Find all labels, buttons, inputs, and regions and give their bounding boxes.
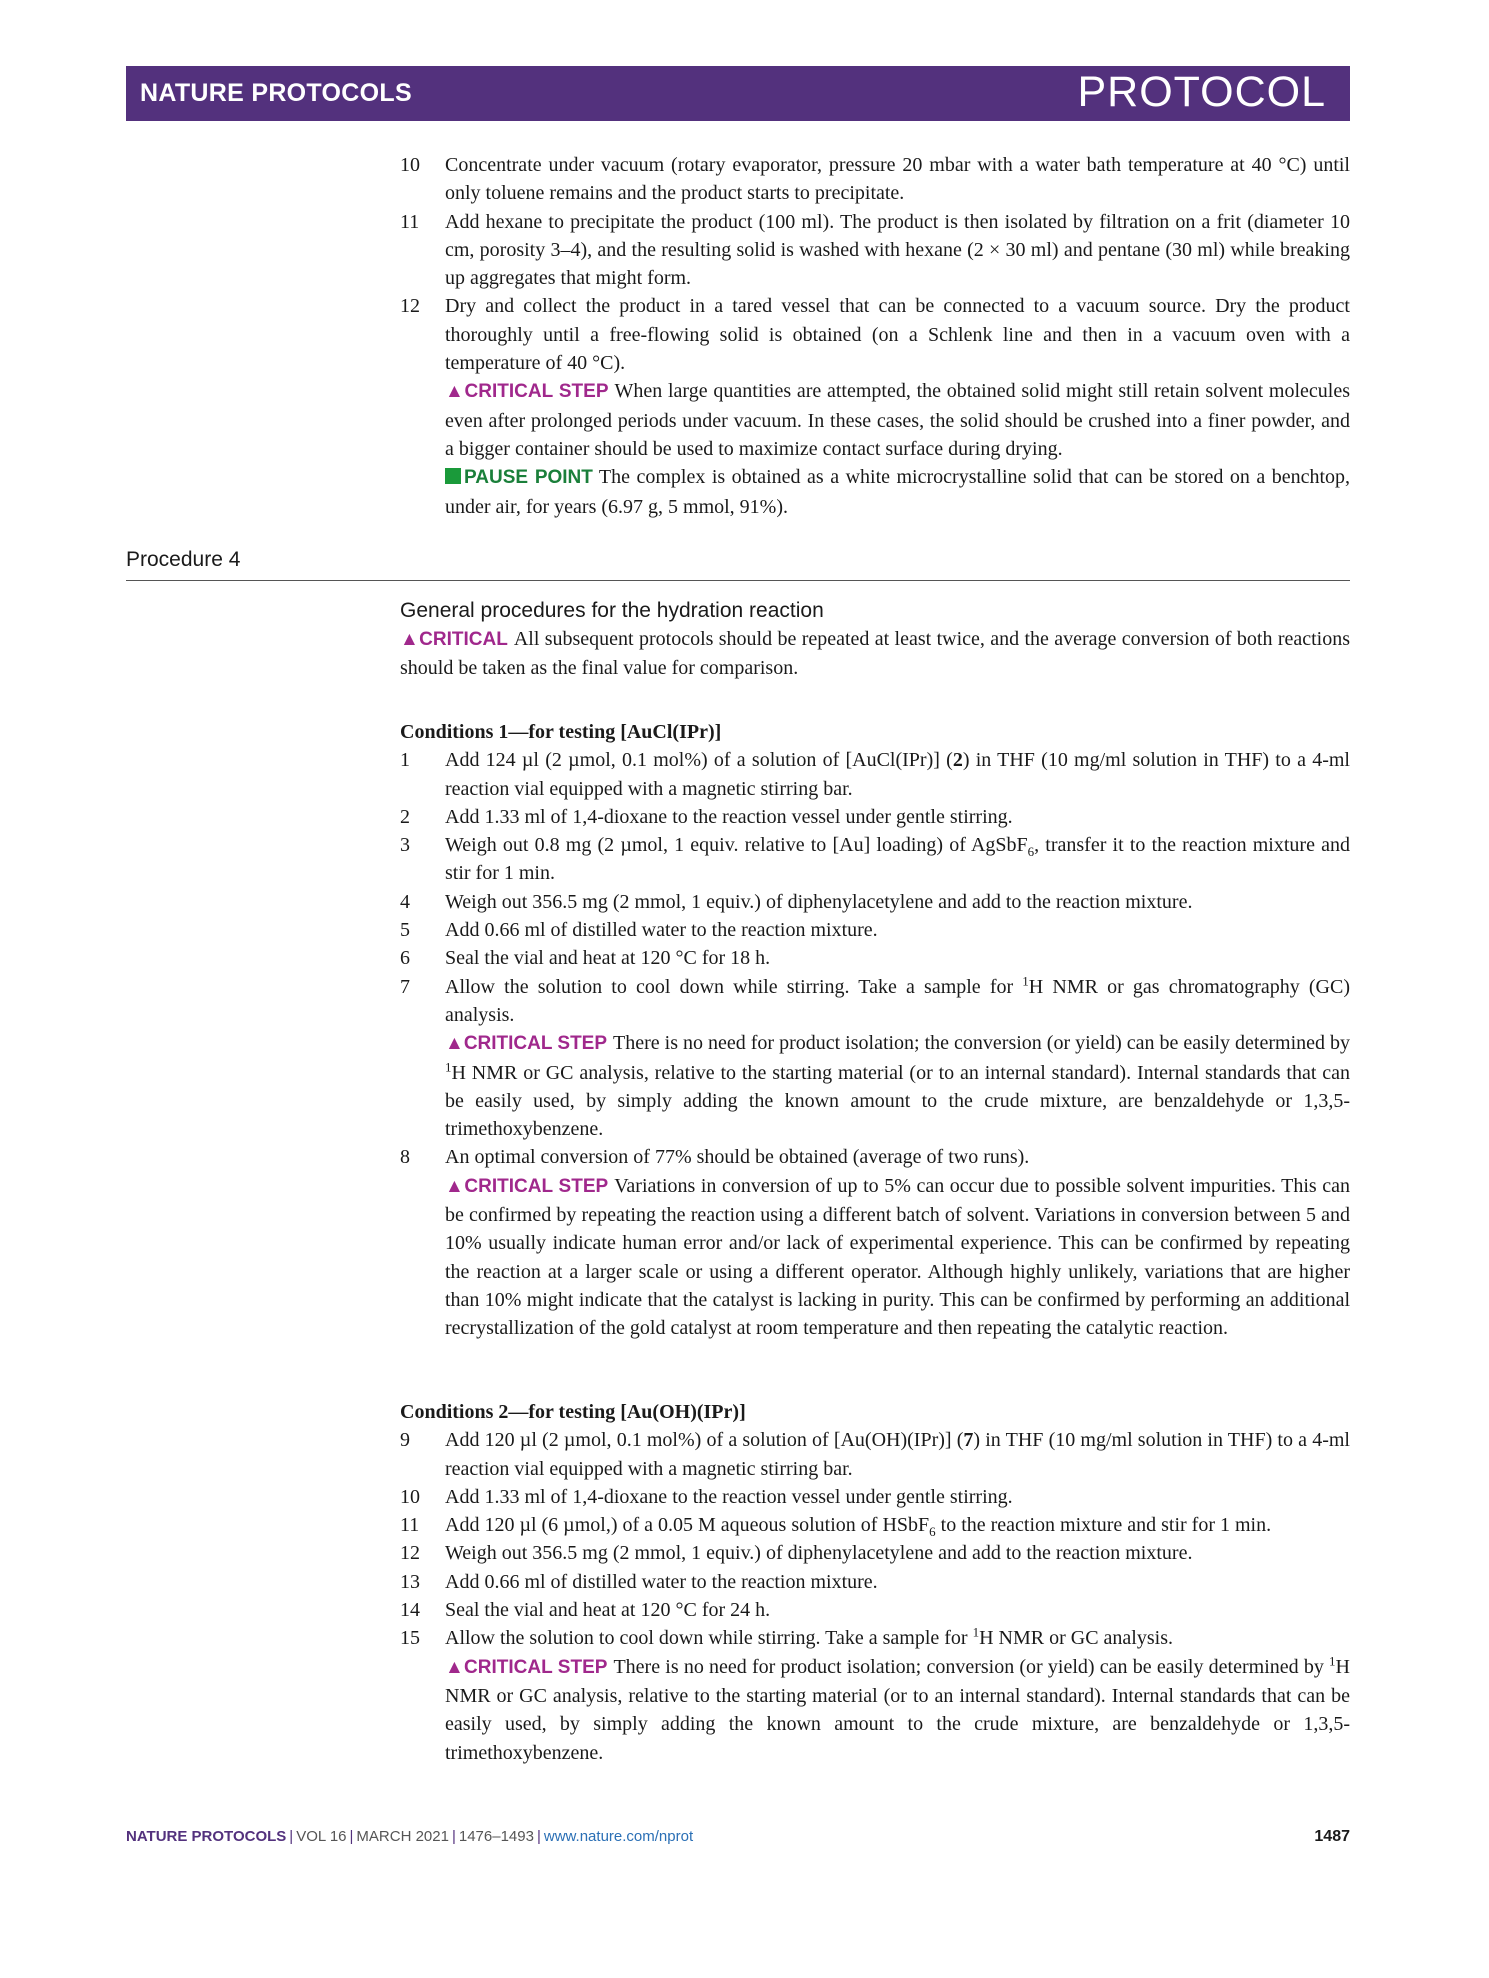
pause-point-label: PAUSE POINT bbox=[445, 467, 593, 488]
superscript: 1 bbox=[972, 1624, 980, 1640]
step-number: 9 bbox=[400, 1429, 410, 1452]
step-2 bbox=[400, 803, 1350, 831]
step-5 bbox=[400, 916, 1350, 944]
footer-separator: | bbox=[289, 1828, 294, 1845]
step-number: 11 bbox=[400, 1514, 420, 1537]
step-text: Weigh out 356.5 mg (2 mmol, 1 equiv.) of diphenylacetylene and add to the reaction mixture. bbox=[445, 890, 1193, 913]
footer-citation bbox=[126, 1828, 693, 1845]
step-7 bbox=[400, 973, 1350, 1144]
step-number: 15 bbox=[400, 1627, 420, 1650]
step-number: 4 bbox=[400, 890, 410, 913]
superscript: 1 bbox=[1329, 1653, 1336, 1669]
critical-step-text: There is no need for product isolation; conversion (or yield) can be easily determined by bbox=[613, 1655, 1330, 1678]
step-text: Weigh out 0.8 mg (2 µmol, 1 equiv. relative to [Au] loading) of AgSbF bbox=[445, 834, 1028, 857]
step-number: 11 bbox=[400, 210, 420, 233]
general-section bbox=[400, 597, 1350, 683]
step-text: Add 0.66 ml of distilled water to the reaction mixture. bbox=[445, 919, 878, 942]
warning-triangle-icon: ▲ bbox=[445, 1656, 465, 1678]
critical-step-label: ▲CRITICAL STEP bbox=[445, 1656, 608, 1678]
pause-point-text: The complex is obtained as a white microcrystalline solid that can be stored on a benchtop, under air, for years (6.97 g, 5 mmol, 91%). bbox=[445, 466, 1351, 518]
footer-separator: | bbox=[536, 1828, 541, 1845]
step-number: 5 bbox=[400, 919, 410, 942]
step-text: Add 120 µl (6 µmol,) of a 0.05 M aqueous solution of HSbF bbox=[445, 1514, 930, 1537]
footer-separator: | bbox=[349, 1828, 354, 1845]
footer-date: MARCH 2021 bbox=[356, 1828, 449, 1845]
critical-step-text: When large quantities are attempted, the obtained solid might still retain solvent molecules even after prolonged periods under vacuum. In these cases, the solid should be crushed into a finer powder, and a bigger container should be used to maximize contact surface during drying. bbox=[445, 380, 1350, 460]
general-critical-note bbox=[400, 625, 1350, 683]
step-8 bbox=[400, 1143, 1350, 1342]
footer-pages: 1476–1493 bbox=[458, 1828, 534, 1845]
step-text: Allow the solution to cool down while stirring. Take a sample for bbox=[445, 975, 1023, 998]
journal-header-bar bbox=[126, 66, 1350, 121]
superscript: 1 bbox=[1022, 973, 1029, 989]
step-text: An optimal conversion of 77% should be obtained (average of two runs). bbox=[445, 1146, 1030, 1169]
step-number: 2 bbox=[400, 805, 410, 828]
critical-step-note bbox=[445, 1653, 1350, 1767]
critical-step-label: ▲CRITICAL STEP bbox=[445, 1033, 608, 1055]
critical-step-note bbox=[445, 1172, 1350, 1343]
footer-url-link[interactable]: www.nature.com/nprot bbox=[543, 1828, 694, 1845]
step-text: Add 1.33 ml of 1,4-dioxane to the reaction vessel under gentle stirring. bbox=[445, 805, 1013, 828]
superscript: 1 bbox=[445, 1058, 452, 1074]
procedure-title: Procedure 4 bbox=[126, 548, 241, 571]
procedure-divider bbox=[126, 580, 1350, 581]
step-text: to the reaction mixture and stir for 1 min. bbox=[935, 1514, 1272, 1537]
step-number: 6 bbox=[400, 947, 410, 970]
step-12b bbox=[400, 1539, 1350, 1567]
pause-point-note bbox=[445, 463, 1350, 521]
step-number: 1 bbox=[400, 749, 410, 772]
step-number: 3 bbox=[400, 834, 410, 857]
conditions-2-heading: Conditions 2—for testing [Au(OH)(IPr)] bbox=[400, 1401, 746, 1423]
step-15 bbox=[400, 1624, 1350, 1766]
step-text: Seal the vial and heat at 120 °C for 18 h. bbox=[445, 947, 771, 970]
step-1 bbox=[400, 746, 1350, 803]
conditions-1-section bbox=[400, 718, 1350, 1343]
critical-text: All subsequent protocols should be repeated at least twice, and the average conversion of both reactions should be taken as the final value for comparison. bbox=[400, 628, 1350, 680]
step-number: 10 bbox=[400, 154, 420, 176]
step-text: H NMR or GC analysis. bbox=[979, 1627, 1173, 1650]
critical-label: ▲CRITICAL bbox=[400, 629, 508, 650]
subscript: 6 bbox=[929, 1524, 936, 1540]
step-6 bbox=[400, 944, 1350, 972]
step-text: Add 0.66 ml of distilled water to the reaction mixture. bbox=[445, 1570, 878, 1593]
step-10b bbox=[400, 1483, 1350, 1511]
conditions-2-section bbox=[400, 1398, 1350, 1767]
page-number: 1487 bbox=[1314, 1828, 1350, 1845]
critical-step-label: ▲CRITICAL STEP bbox=[445, 1175, 609, 1197]
step-12 bbox=[400, 292, 1350, 520]
critical-step-text: Variations in conversion of up to 5% can occur due to possible solvent impurities. This can be confirmed by repeating the reaction using a different batch of solvent. Variations in conversion between 5 and 10% usually indicate human error and/or lack of experimental experience. This can be confirmed by repeating the reaction at a larger scale or using a different operator. Although highly unlikely, variations that are higher than 10% might indicate that the catalyst is lacking in purity. This can be confirmed by performing an additional recrystallization of the gold catalyst at room temperature and then repeating the catalytic reaction. bbox=[445, 1174, 1351, 1340]
conditions-1-heading: Conditions 1—for testing [AuCl(IPr)] bbox=[400, 721, 722, 743]
critical-step-text: H NMR or GC analysis, relative to the starting material (or to an internal standard). Internal standards that can be easily used, by simply adding the known amount to the crude mixture, are benzaldehyde or 1,3,5-trimethoxybenzene. bbox=[445, 1655, 1350, 1764]
step-text: Concentrate under vacuum (rotary evaporator, pressure 20 mbar with a water bath temperature at 40 °C) until only toluene remains and the product starts to precipitate. bbox=[445, 154, 1350, 205]
footer-separator: | bbox=[451, 1828, 456, 1845]
step-text: Dry and collect the product in a tared vessel that can be connected to a vacuum source. Dry the product thoroughly until a free-flowing solid is obtained (on a Schlenk line and then in a vacuum oven with a temperature of 40 °C). bbox=[445, 295, 1350, 375]
footer-journal: NATURE PROTOCOLS bbox=[126, 1828, 287, 1845]
step-text: H NMR or gas chromatography (GC) analysis. bbox=[445, 975, 1351, 1026]
step-number: 12 bbox=[400, 1542, 420, 1565]
warning-triangle-icon: ▲ bbox=[400, 629, 420, 650]
warning-triangle-icon: ▲ bbox=[445, 1033, 464, 1055]
step-4 bbox=[400, 888, 1350, 916]
section-heading: General procedures for the hydration reaction bbox=[400, 599, 824, 622]
step-text: Add hexane to precipitate the product (100 ml). The product is then isolated by filtration on a frit (diameter 10 cm, porosity 3–4), and the resulting solid is washed with hexane (2 × 30 ml) and pentane (30 ml) while breaking up aggregates that might form. bbox=[445, 210, 1350, 290]
step-text: ) in THF (10 mg/ml solution in THF) to a 4-ml reaction vial equipped with a magnetic stirring bar. bbox=[445, 749, 1350, 800]
critical-step-text: H NMR or GC analysis, relative to the starting material (or to an internal standard). Internal standards that can be easily used, by simply adding the known amount to the crude mixture, are benzaldehyde or 1,3,5-trimethoxybenzene. bbox=[445, 1061, 1350, 1141]
step-text: Add 124 µl (2 µmol, 0.1 mol%) of a solution of [AuCl(IPr)] ( bbox=[445, 749, 953, 772]
step-number: 8 bbox=[400, 1146, 410, 1169]
critical-step-note bbox=[445, 377, 1350, 463]
step-9 bbox=[400, 1426, 1350, 1483]
critical-step-label: ▲CRITICAL STEP bbox=[445, 381, 609, 403]
step-number: 10 bbox=[400, 1485, 420, 1508]
step-text: Seal the vial and heat at 120 °C for 24 h. bbox=[445, 1599, 771, 1622]
step-text: Weigh out 356.5 mg (2 mmol, 1 equiv.) of diphenylacetylene and add to the reaction mixture. bbox=[445, 1542, 1193, 1565]
step-11b bbox=[400, 1511, 1350, 1539]
warning-triangle-icon: ▲ bbox=[445, 381, 465, 403]
step-text: Add 1.33 ml of 1,4-dioxane to the reaction vessel under gentle stirring. bbox=[445, 1485, 1013, 1508]
article-type: PROTOCOL bbox=[1077, 68, 1326, 116]
pause-square-icon bbox=[445, 468, 461, 484]
top-steps-section bbox=[400, 151, 1350, 521]
step-number: 13 bbox=[400, 1570, 420, 1593]
compound-number: 7 bbox=[963, 1429, 974, 1452]
step-10 bbox=[400, 151, 1350, 208]
step-number: 14 bbox=[400, 1599, 420, 1622]
step-13 bbox=[400, 1568, 1350, 1596]
step-text: Allow the solution to cool down while stirring. Take a sample for bbox=[445, 1627, 973, 1650]
step-3 bbox=[400, 831, 1350, 888]
step-14 bbox=[400, 1596, 1350, 1624]
step-text: ) in THF (10 mg/ml solution in THF) to a 4-ml reaction vial equipped with a magnetic stirring bar. bbox=[445, 1429, 1350, 1480]
warning-triangle-icon: ▲ bbox=[445, 1175, 465, 1197]
footer-volume: VOL 16 bbox=[296, 1828, 347, 1845]
compound-number: 2 bbox=[952, 749, 963, 772]
step-text: , transfer it to the reaction mixture and stir for 1 min. bbox=[445, 834, 1350, 885]
step-number: 12 bbox=[400, 295, 420, 318]
journal-name: NATURE PROTOCOLS bbox=[140, 79, 412, 107]
step-text: Add 120 µl (2 µmol, 0.1 mol%) of a solution of [Au(OH)(IPr)] ( bbox=[445, 1429, 964, 1452]
critical-step-text: There is no need for product isolation; the conversion (or yield) can be easily determined by bbox=[613, 1032, 1351, 1055]
subscript: 6 bbox=[1027, 844, 1035, 860]
critical-step-note bbox=[445, 1029, 1350, 1143]
step-number: 7 bbox=[400, 975, 410, 998]
step-11 bbox=[400, 208, 1350, 293]
